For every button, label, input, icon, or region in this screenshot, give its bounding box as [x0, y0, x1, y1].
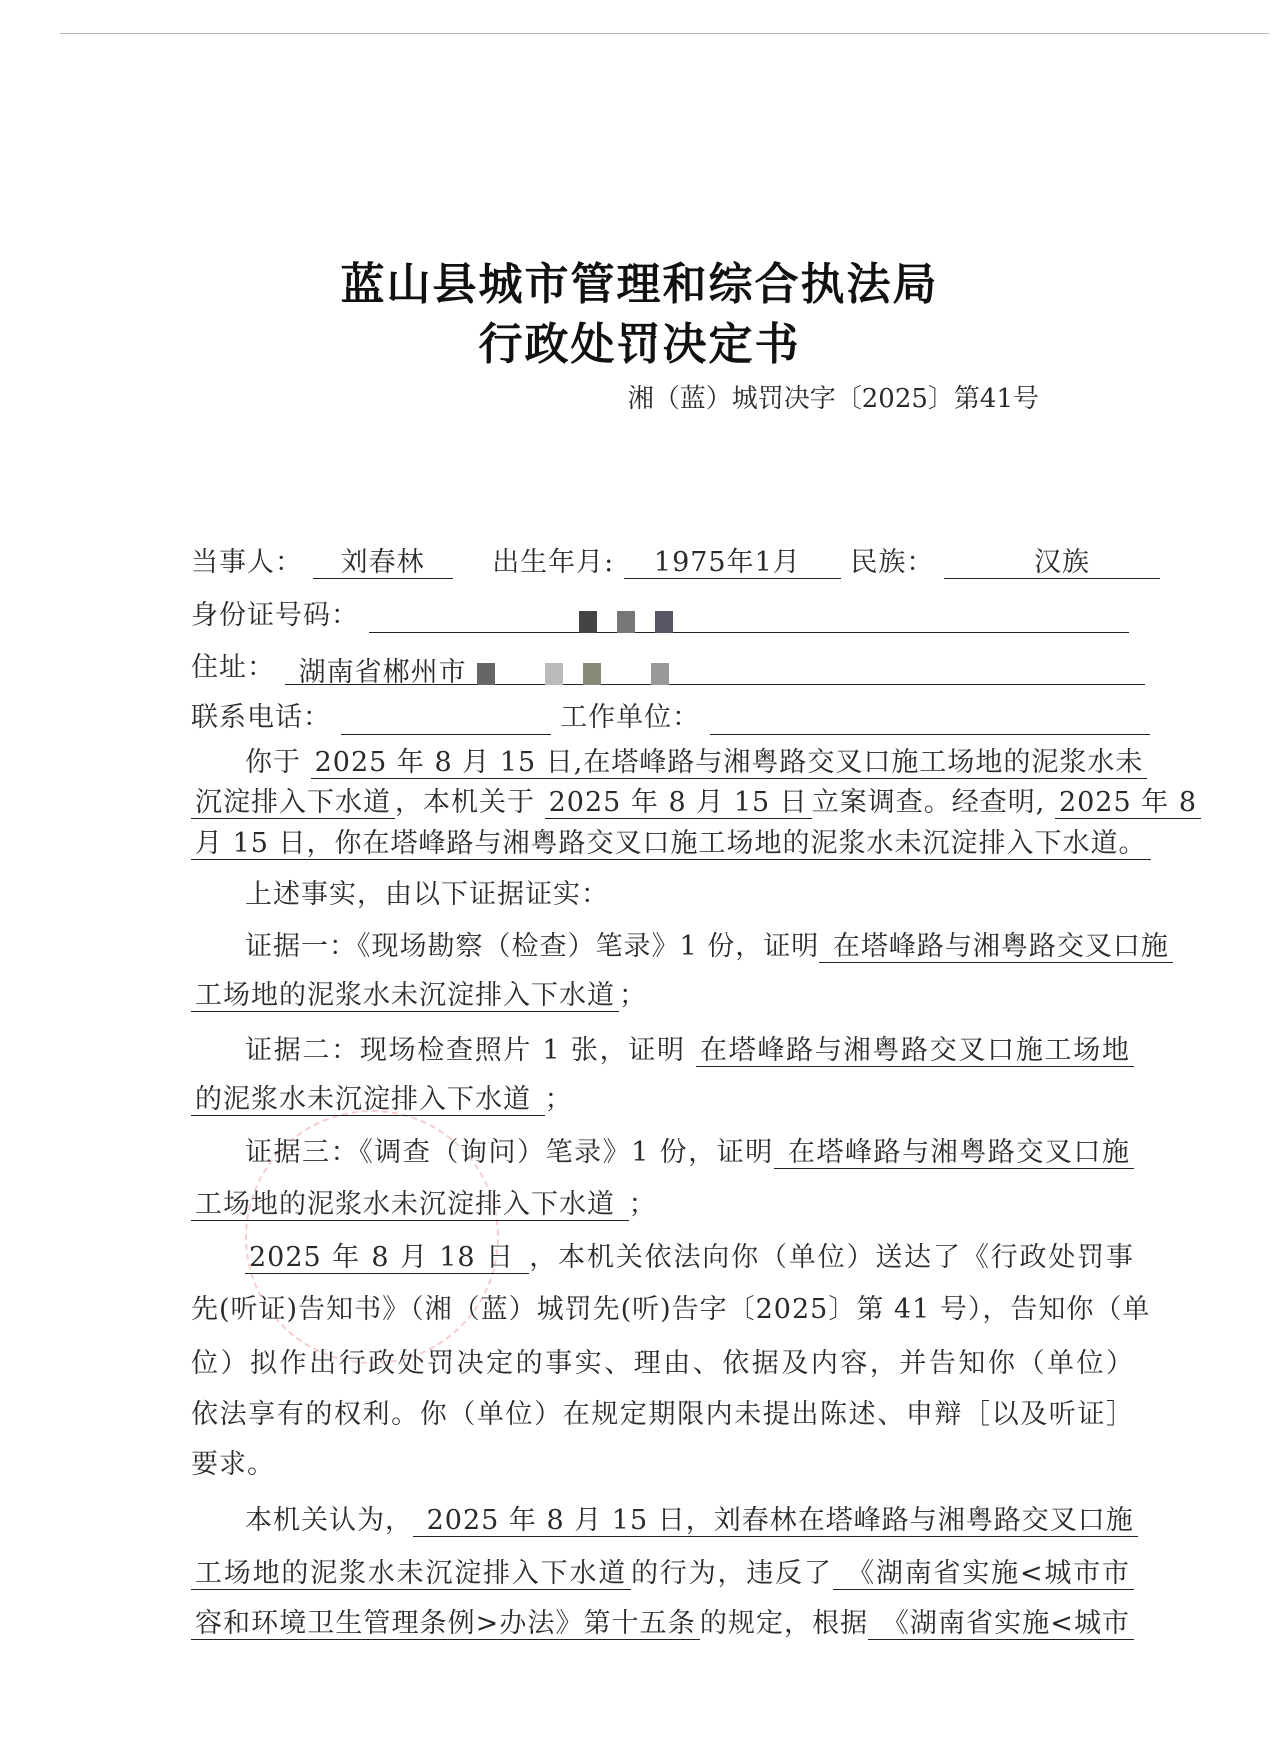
- body-line: [191, 1293, 1151, 1327]
- body-text: 依法享有的权利。你（单位）在规定期限内未提出陈述、申辩［以及听证］: [191, 1399, 1134, 1430]
- birth-date: 1975年1月: [624, 547, 841, 579]
- underlined-fill-text: 月 15 日，你在塔峰路与湘粤路交叉口施工场地的泥浆水未沉淀排入下水道。: [191, 828, 1151, 860]
- body-text: 上述事实，由以下证据证实：: [245, 879, 609, 910]
- body-text: 本机关认为，: [245, 1505, 413, 1536]
- underlined-fill-text: 2025 年 8 月 15 日,在塔峰路与湘粤路交叉口施工场地的泥浆水未: [311, 747, 1148, 779]
- body-line: [245, 1504, 1134, 1538]
- body-line: [191, 786, 1197, 820]
- issuer-title: 蓝山县城市管理和综合执法局: [340, 259, 939, 310]
- document-title: 行政处罚决定书: [478, 319, 801, 370]
- id-number-redacted: [369, 604, 1129, 633]
- body-line: [191, 1083, 1134, 1117]
- underlined-fill-text: 在塔峰路与湘粤路交叉口施: [774, 1137, 1134, 1169]
- body-text: 的规定，根据: [699, 1608, 869, 1639]
- body-text: 你于: [245, 747, 311, 778]
- address-value: 湖南省郴州市: [298, 657, 467, 688]
- body-line: [245, 1241, 1134, 1275]
- party-name: 刘春林: [313, 547, 453, 579]
- body-text: ，本机关于: [395, 787, 545, 818]
- body-text: 证据二：现场检查照片 1 张，证明: [245, 1035, 697, 1066]
- body-text: 先(听证)告知书》（湘（蓝）城罚先(听)告字〔2025〕第 41 号），告知你（单: [191, 1294, 1151, 1325]
- body-text: 要求。: [191, 1449, 275, 1480]
- underlined-fill-text: 《湖南省实施<城市市: [833, 1558, 1134, 1590]
- address-label: 住址：: [191, 652, 275, 683]
- party-row-4: [191, 701, 1134, 735]
- ethnicity: 汉族: [944, 547, 1160, 579]
- body-line: [191, 1607, 1134, 1641]
- body-text: ；: [619, 980, 647, 1011]
- underlined-fill-text: 《湖南省实施<城市: [868, 1608, 1134, 1640]
- work-unit-field: [710, 706, 1150, 735]
- party-row-3: [191, 651, 1134, 688]
- underlined-fill-text: 工场地的泥浆水未沉淀排入下水道: [191, 1558, 631, 1590]
- body-line: [191, 1398, 1134, 1432]
- body-line: [245, 1034, 1134, 1068]
- body-line: [191, 979, 1134, 1013]
- underlined-fill-text: 工场地的泥浆水未沉淀排入下水道: [191, 980, 619, 1012]
- body-line: [191, 1347, 1134, 1381]
- body-text: 证据一：《现场勘察（检查）笔录》1 份，证明: [245, 931, 820, 962]
- body-text: ；: [544, 1084, 573, 1115]
- party-row-2: [191, 599, 1134, 633]
- ethnicity-label: 民族：: [850, 547, 935, 578]
- body-line: [245, 930, 1169, 964]
- underlined-fill-text: 2025 年 8: [1055, 787, 1201, 819]
- document-number: 湘（蓝）城罚决字〔2025〕第41号: [627, 384, 1039, 414]
- underlined-fill-text: 在塔峰路与湘粤路交叉口施工场地: [696, 1035, 1134, 1067]
- birth-label: 出生年月:: [492, 547, 615, 578]
- body-text: ；: [628, 1189, 657, 1220]
- underlined-fill-text: 沉淀排入下水道: [191, 787, 395, 819]
- body-text: 立案调查。经查明,: [811, 787, 1055, 818]
- body-line: [191, 1448, 1134, 1482]
- id-label: 身份证号码：: [191, 600, 359, 631]
- underlined-fill-text: 在塔峰路与湘粤路交叉口施: [819, 931, 1173, 963]
- underlined-fill-text: 2025 年 8 月 18 日: [245, 1242, 529, 1274]
- body-text: 证据三：《调查（询问）笔录》1 份，证明: [245, 1137, 774, 1168]
- phone-redacted: [341, 706, 551, 735]
- body-text: 的行为，违反了: [631, 1558, 833, 1589]
- body-text: ，本机关依法向你（单位）送达了《行政处罚事: [529, 1242, 1135, 1273]
- phone-label: 联系电话：: [191, 702, 331, 733]
- body-line: [245, 1136, 1134, 1170]
- body-line: [245, 746, 1144, 780]
- body-text: 位）拟作出行政处罚决定的事实、理由、依据及内容，并告知你（单位）: [191, 1348, 1134, 1379]
- party-row-1: [191, 546, 1134, 580]
- name-label: 当事人：: [191, 547, 303, 578]
- body-line: [191, 1188, 1134, 1222]
- body-line: [245, 878, 1134, 912]
- address-field: [285, 656, 1145, 688]
- underlined-fill-text: 2025 年 8 月 15 日，刘春林在塔峰路与湘粤路交叉口施: [413, 1505, 1138, 1537]
- body-line: [191, 1557, 1134, 1591]
- underlined-fill-text: 工场地的泥浆水未沉淀排入下水道: [191, 1189, 629, 1221]
- underlined-fill-text: 容和环境卫生管理条例>办法》第十五条: [191, 1608, 700, 1640]
- body-line: [191, 827, 1147, 861]
- underlined-fill-text: 的泥浆水未沉淀排入下水道: [191, 1084, 545, 1116]
- top-divider: [60, 33, 1269, 34]
- underlined-fill-text: 2025 年 8 月 15 日: [545, 787, 812, 819]
- work-label: 工作单位：: [560, 702, 701, 733]
